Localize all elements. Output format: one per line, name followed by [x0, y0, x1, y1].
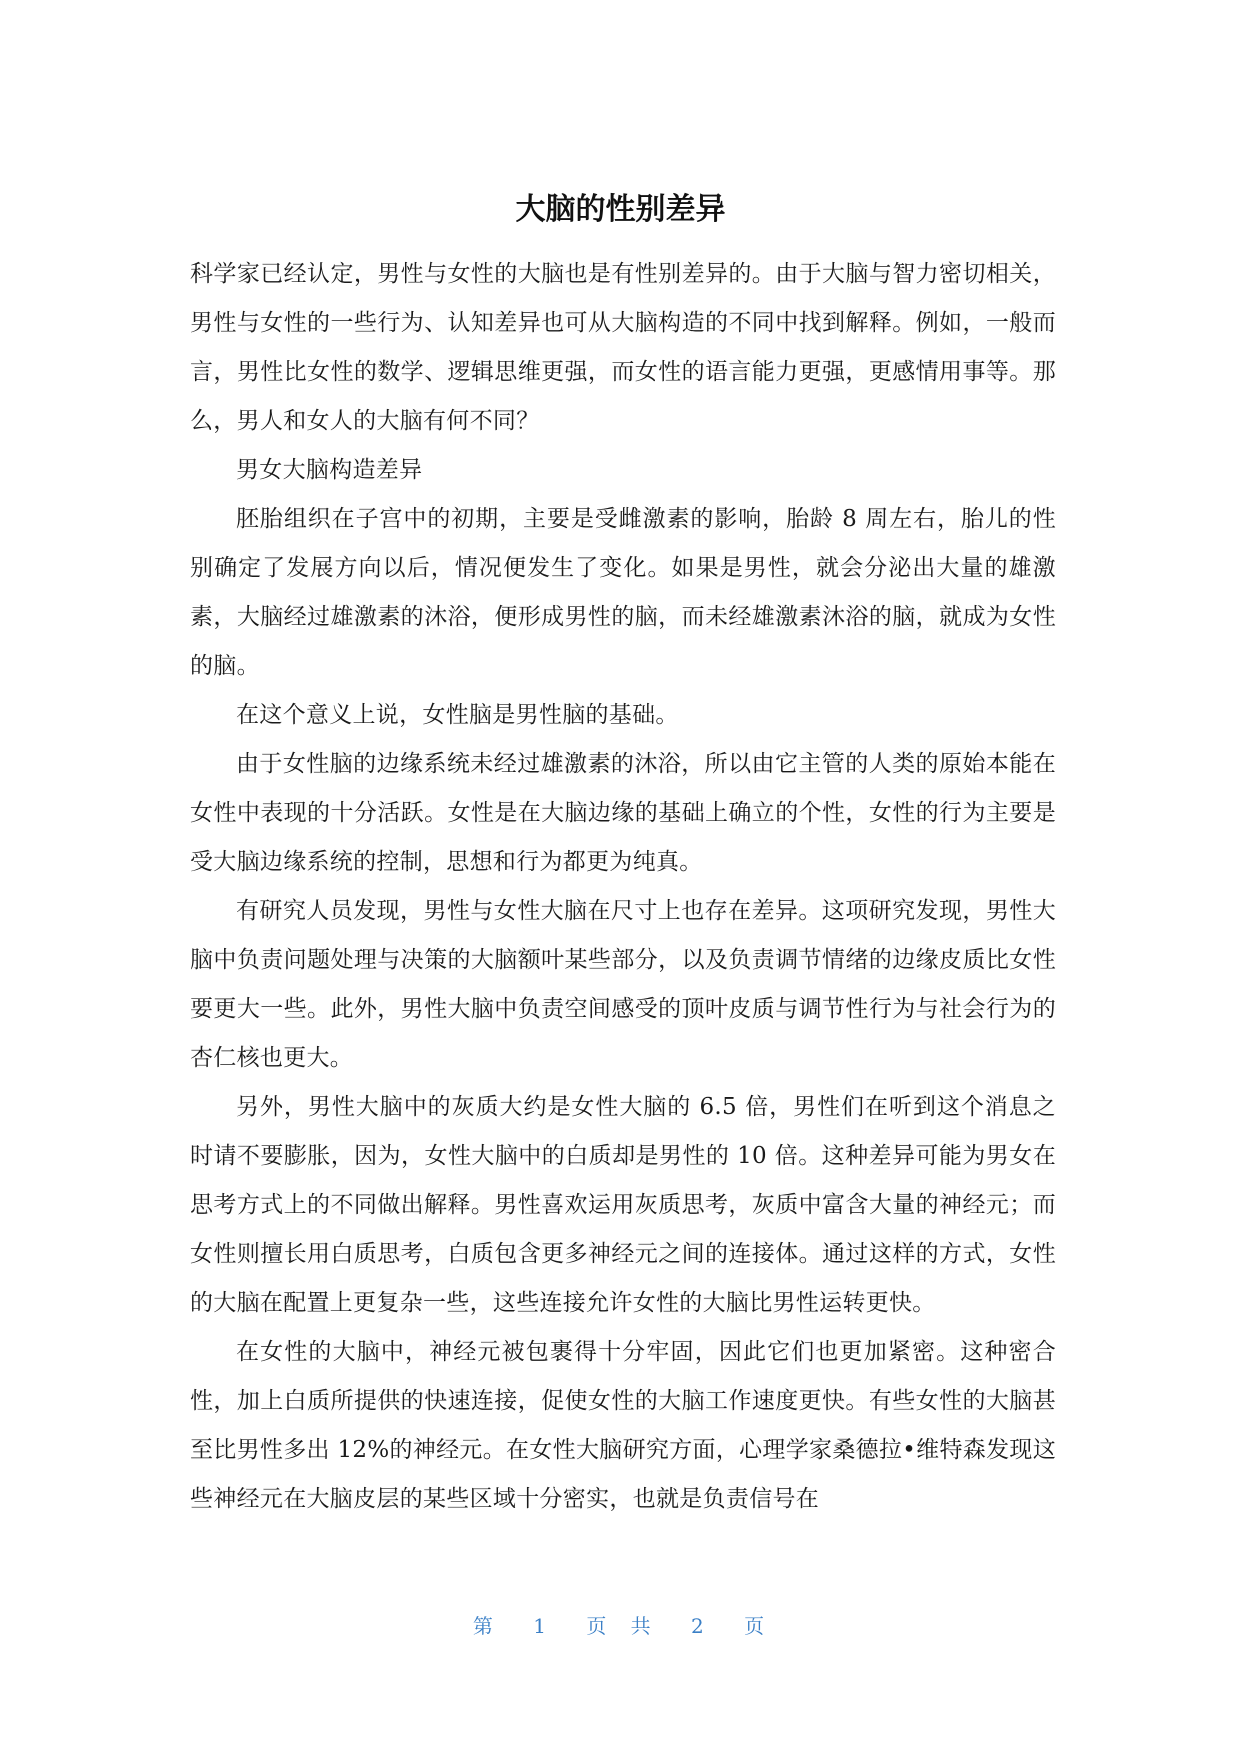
footer-total-pages: 2 [691, 1614, 708, 1638]
footer-middle: 页 共 [586, 1614, 655, 1638]
paragraph-intro: 科学家已经认定，男性与女性的大脑也是有性别差异的。由于大脑与智力密切相关，男性与女性的一些行为、认知差异也可从大脑构造的不同中找到解释。例如，一般而言，男性比女性的数学、逻辑思维更强，而女性的语言能力更强，更感情用事等。那么，男人和女人的大脑有何不同？ [190, 261, 1056, 434]
page-footer [0, 1610, 1241, 1639]
footer-suffix: 页 [744, 1614, 769, 1638]
footer-page-number: 1 [533, 1614, 550, 1638]
paragraph-neuron-density: 在女性的大脑中，神经元被包裹得十分牢固，因此它们也更加紧密。这种密合性，加上白质所提供的快速连接，促使女性的大脑工作速度更快。有些女性的大脑甚至比男性多出 12%的神经元。在女性大脑研究方面，心理学家桑德拉•维特森发现这些神经元在大脑皮层的某些区域十分密实，也就是负责信号在 [190, 1339, 1056, 1512]
paragraph-limbic-system: 由于女性脑的边缘系统未经过雄激素的沐浴，所以由它主管的人类的原始本能在女性中表现的十分活跃。女性是在大脑边缘的基础上确立的个性，女性的行为主要是受大脑边缘系统的控制，思想和行为都更为纯真。 [190, 751, 1056, 875]
paragraph-brain-size: 有研究人员发现，男性与女性大脑在尺寸上也存在差异。这项研究发现，男性大脑中负责问题处理与决策的大脑额叶某些部分，以及负责调节情绪的边缘皮质比女性要更大一些。此外，男性大脑中负责空间感受的顶叶皮质与调节性行为与社会行为的杏仁核也更大。 [190, 898, 1056, 1071]
document-title: 大脑的性别差异 [515, 192, 726, 227]
paragraph-gray-white-matter: 另外，男性大脑中的灰质大约是女性大脑的 6.5 倍，男性们在听到这个消息之时请不要膨胀，因为，女性大脑中的白质却是男性的 10 倍。这种差异可能为男女在思考方式上的不同做出解释。男性喜欢运用灰质思考，灰质中富含大量的神经元；而女性则擅长用白质思考，白质包含更多神经元之间的连接体。通过这样的方式，女性的大脑在配置上更复杂一些，这些连接允许女性的大脑比男性运转更快。 [190, 1094, 1056, 1316]
document-body [190, 250, 1056, 1524]
paragraph-female-brain-basis: 在这个意义上说，女性脑是男性脑的基础。 [236, 702, 679, 728]
footer-prefix: 第 [472, 1614, 497, 1638]
section-heading-structure-difference: 男女大脑构造差异 [236, 457, 423, 483]
paragraph-embryo: 胚胎组织在子宫中的初期，主要是受雌激素的影响，胎龄 8 周左右，胎儿的性别确定了发展方向以后，情况便发生了变化。如果是男性，就会分泌出大量的雄激素，大脑经过雄激素的沐浴，便形成男性的脑，而未经雄激素沐浴的脑，就成为女性的脑。 [190, 506, 1056, 679]
